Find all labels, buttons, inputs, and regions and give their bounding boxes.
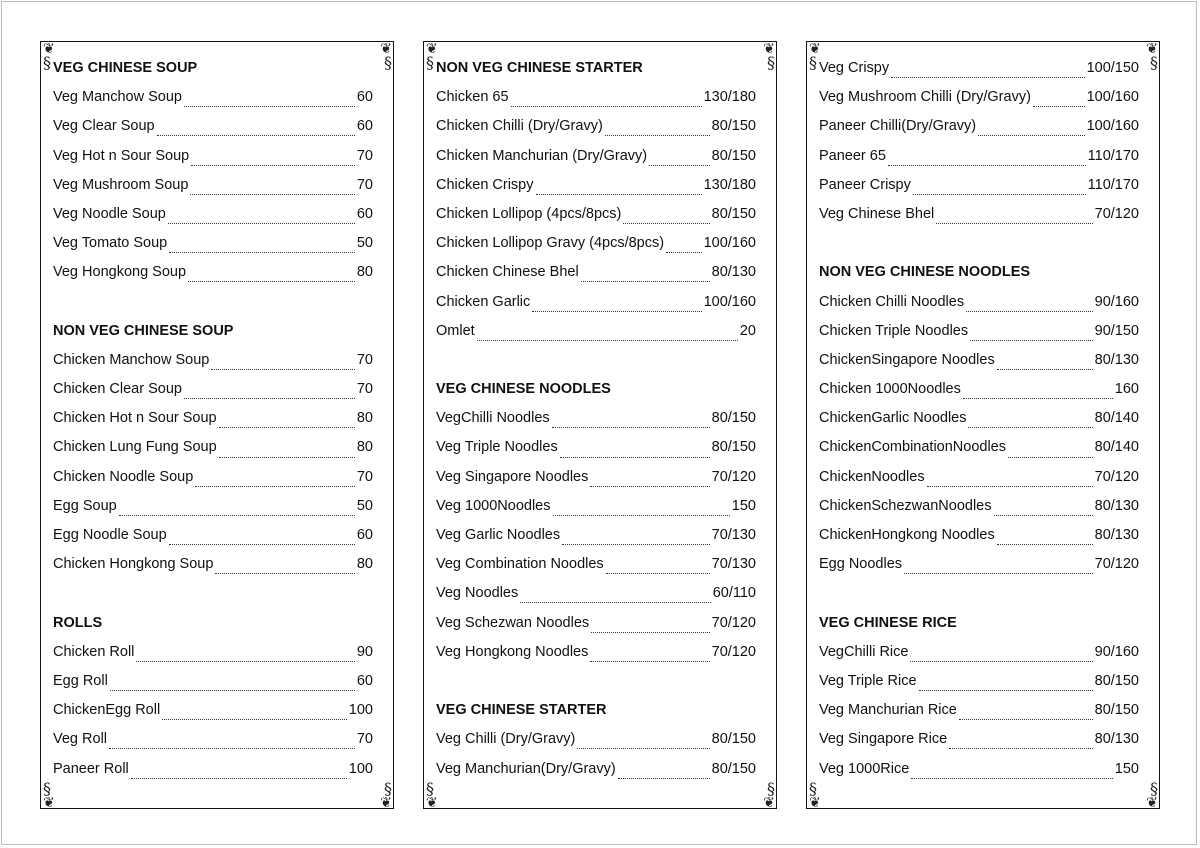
menu-item (53, 258, 373, 287)
menu-item (53, 346, 373, 375)
menu-item-price: 100 (348, 702, 373, 719)
dot-leader (666, 242, 702, 253)
menu-item-name: Veg Manchurian(Dry/Gravy) (436, 760, 616, 777)
dot-leader (110, 680, 355, 691)
section-heading: NON VEG CHINESE NOODLES (819, 264, 1031, 281)
dot-leader (606, 563, 710, 574)
menu-item-name: Veg Manchow Soup (53, 89, 182, 106)
dot-leader (511, 96, 702, 107)
menu-item (819, 317, 1139, 346)
menu-item-name: Veg Chilli (Dry/Gravy) (436, 731, 576, 748)
menu-item (53, 142, 373, 171)
menu-item-name: Veg Hongkong Noodles (436, 643, 589, 660)
menu-item-price: 80 (356, 264, 373, 281)
menu-item-name: Chicken Lung Fung Soup (53, 439, 217, 456)
menu-item-price: 80 (356, 556, 373, 573)
menu-item-price: 90/160 (1094, 643, 1139, 660)
dot-leader (477, 330, 738, 341)
menu-item-name: Chicken Roll (53, 643, 135, 660)
dot-leader (162, 709, 347, 720)
dot-leader (169, 242, 355, 253)
menu-item-name: Veg Triple Rice (819, 672, 917, 689)
menu-item-name: Chicken Clear Soup (53, 381, 182, 398)
menu-item (53, 229, 373, 258)
menu-item-name: Chicken Hongkong Soup (53, 556, 214, 573)
dot-leader (219, 417, 355, 428)
menu-item (819, 346, 1139, 375)
menu-item-price: 70/120 (711, 643, 756, 660)
menu-item-name: Omlet (436, 322, 475, 339)
menu-item-name: Paneer 65 (819, 147, 886, 164)
dot-leader (119, 505, 355, 516)
menu-item-price: 70 (356, 351, 373, 368)
menu-panel-3 (806, 41, 1160, 809)
menu-item-name: Veg Mushroom Chilli (Dry/Gravy) (819, 89, 1031, 106)
spacer (819, 579, 1139, 608)
menu-item-name: Chicken Chilli (Dry/Gravy) (436, 118, 603, 135)
menu-item (53, 404, 373, 433)
dot-leader (966, 301, 1093, 312)
dot-leader (131, 768, 347, 779)
menu-item-price: 70/120 (711, 614, 756, 631)
menu-item (53, 171, 373, 200)
dot-leader (919, 680, 1093, 691)
menu-item-name: Veg Hongkong Soup (53, 264, 187, 281)
spacer (819, 229, 1139, 258)
menu-item-name: Veg 1000Noodles (436, 497, 551, 514)
menu-item-price: 70/130 (711, 527, 756, 543)
menu-item-price: 80 (356, 410, 373, 427)
menu-item-price: 70/120 (711, 468, 756, 485)
menu-item (436, 258, 756, 287)
dot-leader (649, 155, 710, 166)
menu-item (53, 696, 373, 725)
menu-item (436, 83, 756, 112)
section-heading: VEG CHINESE RICE (819, 614, 957, 631)
menu-item (436, 725, 756, 754)
menu-item-name: Veg Triple Noodles (436, 439, 558, 456)
menu-column (819, 54, 1139, 784)
menu-item-price: 50 (356, 235, 373, 252)
menu-item-price: 80/130 (1094, 497, 1139, 514)
corner-ornament-icon: ❦ § (1146, 41, 1157, 72)
dot-leader (888, 155, 1086, 166)
menu-item-price: 100/160 (1086, 118, 1139, 135)
dot-leader (552, 417, 710, 428)
menu-item-name: Egg Noodles (819, 556, 903, 573)
corner-ornament-icon: § ❦ (43, 779, 54, 811)
menu-item (436, 492, 756, 521)
menu-item (819, 725, 1139, 754)
menu-item-price: 70 (356, 381, 373, 398)
menu-item (819, 463, 1139, 492)
menu-item (819, 54, 1139, 83)
dot-leader (211, 359, 354, 370)
menu-item-price: 100/150 (1086, 60, 1139, 76)
menu-item (53, 112, 373, 141)
menu-item (819, 404, 1139, 433)
menu-item (53, 200, 373, 229)
menu-item-name: Veg Chinese Bhel (819, 205, 935, 222)
dot-leader (168, 213, 355, 224)
menu-item-name: Veg Noodles (436, 585, 519, 602)
menu-item-price: 100/160 (1086, 89, 1139, 106)
dot-leader (963, 388, 1113, 399)
menu-item-price: 130/180 (703, 89, 756, 106)
menu-panel-2 (423, 41, 777, 809)
menu-item-price: 80/150 (711, 118, 756, 135)
menu-item-name: ChickenSingapore Noodles (819, 351, 995, 368)
dot-leader (536, 184, 702, 195)
menu-item (819, 142, 1139, 171)
menu-item-price: 160 (1114, 381, 1139, 398)
menu-item-name: Veg Singapore Rice (819, 731, 948, 748)
corner-ornament-icon: ❦ § (380, 41, 391, 72)
section-heading: NON VEG CHINESE STARTER (436, 60, 643, 76)
menu-item-name: ChickenCombinationNoodles (819, 439, 1006, 456)
menu-item (53, 667, 373, 696)
dot-leader (913, 184, 1086, 195)
menu-item-name: Paneer Roll (53, 760, 129, 777)
dot-leader (936, 213, 1092, 224)
dot-leader (623, 213, 709, 224)
menu-item-price: 50 (356, 497, 373, 514)
dot-leader (191, 155, 355, 166)
menu-item-name: Chicken Lollipop (4pcs/8pcs) (436, 205, 622, 222)
menu-item-name: Veg Garlic Noodles (436, 527, 561, 543)
menu-item-price: 90/160 (1094, 293, 1139, 310)
dot-leader (927, 476, 1093, 487)
menu-item (53, 725, 373, 754)
dot-leader (959, 709, 1093, 720)
menu-item (53, 433, 373, 462)
dot-leader (1008, 447, 1093, 458)
dot-leader (997, 359, 1093, 370)
menu-item-name: Veg Roll (53, 731, 108, 748)
menu-item-name: Veg Manchurian Rice (819, 702, 957, 719)
menu-item-price: 60 (356, 118, 373, 135)
menu-item-name: Chicken 1000Noodles (819, 381, 961, 398)
menu-item-price: 80 (356, 439, 373, 456)
dot-leader (553, 505, 730, 516)
menu-item (436, 550, 756, 579)
menu-item-name: Paneer Crispy (819, 176, 911, 193)
menu-item (53, 463, 373, 492)
menu-item (819, 521, 1139, 550)
menu-item-price: 70 (356, 468, 373, 485)
dot-leader (590, 651, 709, 662)
menu-item (436, 433, 756, 462)
menu-item (436, 171, 756, 200)
dot-leader (520, 592, 710, 603)
menu-item (53, 375, 373, 404)
section-heading: VEG CHINESE SOUP (53, 60, 198, 76)
dot-leader (910, 651, 1092, 662)
menu-item-price: 90/150 (1094, 322, 1139, 339)
menu-item-name: Chicken Manchurian (Dry/Gravy) (436, 147, 648, 164)
menu-item (53, 755, 373, 784)
menu-item (436, 609, 756, 638)
dot-leader (136, 651, 354, 662)
dot-leader (911, 768, 1113, 779)
dot-leader (891, 67, 1084, 78)
menu-item-name: Egg Soup (53, 497, 117, 514)
menu-item-price: 80/140 (1094, 439, 1139, 456)
dot-leader (968, 417, 1092, 428)
menu-item-price: 80/150 (711, 439, 756, 456)
menu-item-price: 80/150 (711, 205, 756, 222)
menu-item-name: Veg Schezwan Noodles (436, 614, 590, 631)
corner-ornament-icon: § ❦ (1146, 779, 1157, 811)
menu-item-name: Chicken Crispy (436, 176, 534, 193)
spacer (436, 667, 756, 696)
menu-item-name: Veg Singapore Noodles (436, 468, 589, 485)
dot-leader (157, 125, 355, 136)
dot-leader (970, 330, 1093, 341)
menu-item-price: 80/150 (1094, 672, 1139, 689)
spacer (53, 579, 373, 608)
dot-leader (590, 476, 709, 487)
menu-item-name: VegChilli Noodles (436, 410, 550, 427)
menu-item-price: 60 (356, 89, 373, 106)
menu-item-price: 70/130 (711, 556, 756, 573)
menu-item-name: Egg Roll (53, 672, 108, 689)
menu-item-name: Veg Tomato Soup (53, 235, 168, 252)
dot-leader (184, 388, 355, 399)
dot-leader (994, 505, 1093, 516)
menu-item (819, 112, 1139, 141)
menu-item-name: ChickenEgg Roll (53, 702, 161, 719)
menu-item-name: Veg Crispy (819, 60, 890, 76)
menu-item-price: 110/170 (1087, 176, 1139, 193)
menu-item-name: Paneer Chilli(Dry/Gravy) (819, 118, 977, 135)
menu-item-name: ChickenSchezwanNoodles (819, 497, 992, 514)
menu-item-name: Chicken 65 (436, 89, 509, 106)
menu-item (819, 171, 1139, 200)
corner-ornament-icon: ❦ § (763, 41, 774, 72)
menu-item (436, 463, 756, 492)
menu-item (819, 638, 1139, 667)
corner-ornament-icon: ❦ § (43, 41, 54, 72)
menu-item-price: 100/160 (703, 235, 756, 252)
menu-item-name: Chicken Lollipop Gravy (4pcs/8pcs) (436, 235, 665, 252)
menu-item-price: 80/130 (1094, 731, 1139, 748)
menu-item-name: Veg Hot n Sour Soup (53, 147, 190, 164)
menu-item-name: Chicken Noodle Soup (53, 468, 194, 485)
menu-item-price: 150 (1114, 760, 1139, 777)
menu-item-price: 70 (356, 147, 373, 164)
menu-item (819, 433, 1139, 462)
menu-item (53, 521, 373, 550)
corner-ornament-icon: § ❦ (809, 779, 820, 811)
menu-item-price: 100 (348, 760, 373, 777)
dot-leader (190, 184, 354, 195)
menu-item-name: Chicken Manchow Soup (53, 351, 210, 368)
menu-item-name: VegChilli Rice (819, 643, 909, 660)
menu-item-price: 80/150 (1094, 702, 1139, 719)
menu-item (819, 755, 1139, 784)
menu-item (436, 229, 756, 258)
menu-item-name: Veg 1000Rice (819, 760, 910, 777)
menu-item (819, 288, 1139, 317)
menu-item-price: 80/130 (1094, 527, 1139, 543)
menu-item (436, 317, 756, 346)
corner-ornament-icon: ❦ § (809, 41, 820, 72)
menu-item-price: 150 (731, 497, 756, 514)
section-heading: VEG CHINESE NOODLES (436, 381, 611, 398)
menu-item-name: ChickenGarlic Noodles (819, 410, 967, 427)
dot-leader (904, 563, 1093, 574)
menu-item-name: Chicken Triple Noodles (819, 322, 969, 339)
menu-item-name: Chicken Hot n Sour Soup (53, 410, 217, 427)
menu-item (436, 638, 756, 667)
menu-item-price: 90 (356, 643, 373, 660)
corner-ornament-icon: § ❦ (763, 779, 774, 811)
menu-item-price: 60 (356, 672, 373, 689)
menu-item (436, 200, 756, 229)
menu-item-name: Chicken Chilli Noodles (819, 293, 965, 310)
menu-item (819, 492, 1139, 521)
dot-leader (618, 768, 710, 779)
spacer (53, 288, 373, 317)
menu-item (819, 83, 1139, 112)
menu-item-price: 100/160 (703, 293, 756, 310)
menu-item-price: 60/110 (712, 585, 756, 602)
menu-item-price: 70 (356, 176, 373, 193)
menu-item (819, 696, 1139, 725)
dot-leader (532, 301, 701, 312)
dot-leader (169, 534, 355, 545)
menu-item (819, 200, 1139, 229)
menu-item (436, 288, 756, 317)
menu-item-name: Chicken Garlic (436, 293, 531, 310)
dot-leader (591, 622, 709, 633)
menu-item-price: 80/150 (711, 731, 756, 748)
menu-item-price: 20 (739, 322, 756, 339)
menu-item (436, 579, 756, 608)
dot-leader (581, 271, 710, 282)
menu-item-price: 80/150 (711, 760, 756, 777)
menu-item-price: 80/150 (711, 147, 756, 164)
menu-item-name: Veg Noodle Soup (53, 205, 166, 222)
menu-item-price: 130/180 (703, 176, 756, 193)
corner-ornament-icon: § ❦ (380, 779, 391, 811)
menu-item-name: Egg Noodle Soup (53, 527, 167, 543)
menu-item (436, 521, 756, 550)
dot-leader (215, 563, 354, 574)
menu-item (53, 550, 373, 579)
dot-leader (188, 271, 355, 282)
menu-column (53, 54, 373, 784)
corner-ornament-icon: § ❦ (426, 779, 437, 811)
menu-item (53, 638, 373, 667)
dot-leader (1033, 96, 1085, 107)
menu-item-name: ChickenHongkong Noodles (819, 527, 995, 543)
corner-ornament-icon: ❦ § (426, 41, 437, 72)
dot-leader (997, 534, 1093, 545)
dot-leader (978, 125, 1084, 136)
menu-item-price: 80/130 (1094, 351, 1139, 368)
menu-item (819, 375, 1139, 404)
menu-item-price: 70/120 (1094, 468, 1139, 485)
menu-item-price: 60 (356, 205, 373, 222)
dot-leader (577, 738, 709, 749)
menu-item (436, 112, 756, 141)
menu-item (436, 755, 756, 784)
menu-item-name: Chicken Chinese Bhel (436, 264, 579, 281)
menu-item (436, 142, 756, 171)
menu-item-name: Veg Mushroom Soup (53, 176, 189, 193)
dot-leader (605, 125, 710, 136)
section-heading: ROLLS (53, 614, 103, 631)
dot-leader (562, 534, 710, 545)
dot-leader (109, 738, 355, 749)
dot-leader (560, 447, 710, 458)
menu-item-price: 80/150 (711, 410, 756, 427)
dot-leader (184, 96, 355, 107)
menu-item-name: Veg Combination Noodles (436, 556, 604, 573)
menu-item (819, 550, 1139, 579)
menu-item-price: 70/120 (1094, 556, 1139, 573)
menu-item-price: 110/170 (1087, 147, 1139, 164)
dot-leader (949, 738, 1092, 749)
section-heading: NON VEG CHINESE SOUP (53, 322, 234, 339)
menu-item (53, 492, 373, 521)
menu-item-price: 70 (356, 731, 373, 748)
spacer (436, 346, 756, 375)
menu-item-price: 70/120 (1094, 205, 1139, 222)
dot-leader (195, 476, 355, 487)
menu-item-name: ChickenNoodles (819, 468, 925, 485)
menu-item (819, 667, 1139, 696)
menu-item-price: 80/130 (711, 264, 756, 281)
dot-leader (219, 447, 355, 458)
menu-column (436, 54, 756, 784)
menu-item (53, 83, 373, 112)
section-heading: VEG CHINESE STARTER (436, 702, 607, 719)
menu-item (436, 404, 756, 433)
menu-item-price: 80/140 (1094, 410, 1139, 427)
menu-panel-1 (40, 41, 394, 809)
menu-item-name: Veg Clear Soup (53, 118, 155, 135)
menu-item-price: 60 (356, 527, 373, 543)
